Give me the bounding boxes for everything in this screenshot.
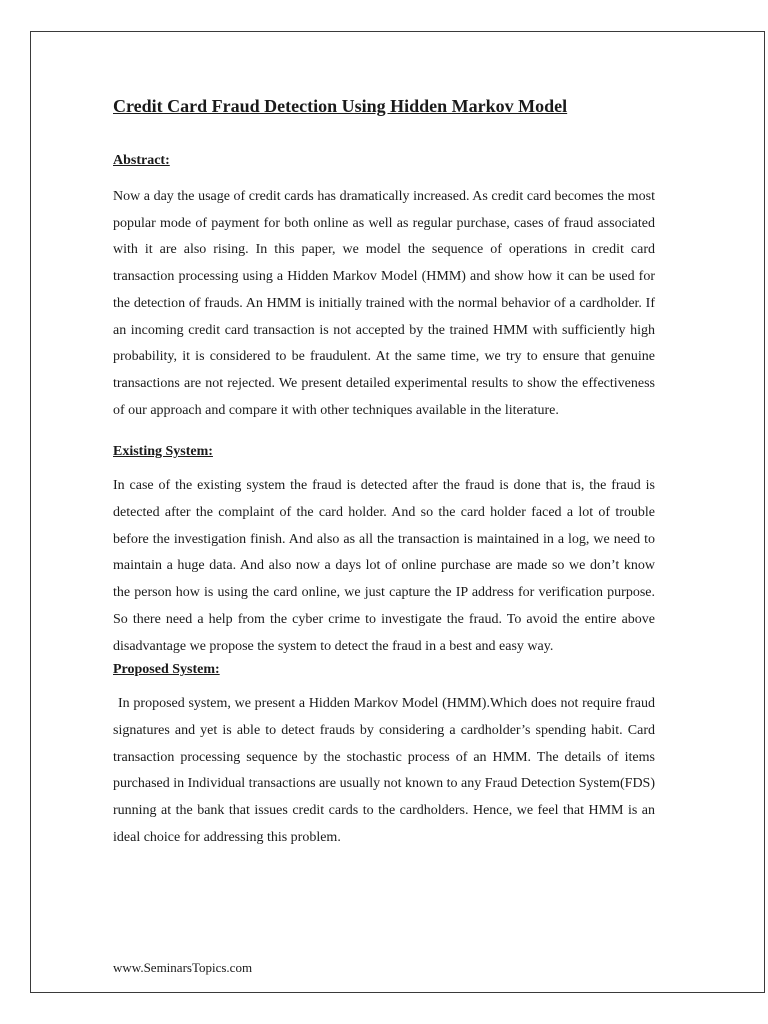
document-content [113, 94, 655, 851]
proposed-system-paragraph: In proposed system, we present a Hidden Markov Model (HMM).Which does not require fraud signatures and yet is able to detect frauds by considering a cardholder’s spending habit. Card transaction processing sequence by the stochastic process of an HMM. The details of items purchased in Individual transactions are usually not known to any Fraud Detection System(FDS) running at the bank that issues credit cards to the cardholders. Hence, we feel that HMM is an ideal choice for addressing this problem. [113, 696, 656, 845]
existing-system-heading: Existing System: [113, 444, 213, 460]
document-title: Credit Card Fraud Detection Using Hidden Markov Model [113, 96, 568, 116]
footer-website: www.SeminarsTopics.com [113, 960, 253, 975]
abstract-heading: Abstract: [113, 153, 170, 168]
abstract-paragraph: Now a day the usage of credit cards has dramatically increased. As credit card becomes the most popular mode of payment for both online as well as regular purchase, cases of fraud associated with it are also rising. In this paper, we model the sequence of operations in credit card transaction processing using a Hidden Markov Model (HMM) and show how it can be used for the detection of frauds. An HMM is initially trained with the normal behavior of a cardholder. If an incoming credit card transaction is not accepted by the trained HMM with sufficiently high probability, it is considered to be fraudulent. At the same time, we try to ensure that genuine transactions are not rejected. We present detailed experimental results to show the effectiveness of our approach and compare it with other techniques available in the literature. [113, 189, 655, 418]
existing-system-paragraph: In case of the existing system the fraud is detected after the fraud is done that is, the fraud is detected after the complaint of the card holder. And so the card holder faced a lot of trouble before the investigation finish. And also as all the transaction is maintained in a log, we need to maintain a huge data. And also now a days lot of online purchase are made so we don’t know the person how is using the card online, we just capture the IP address for verification purpose. So there need a help from the cyber crime to investigate the fraud. To avoid the entire above disadvantage we propose the system to detect the fraud in a best and easy way. [113, 478, 655, 654]
proposed-system-heading: Proposed System: [113, 662, 220, 678]
